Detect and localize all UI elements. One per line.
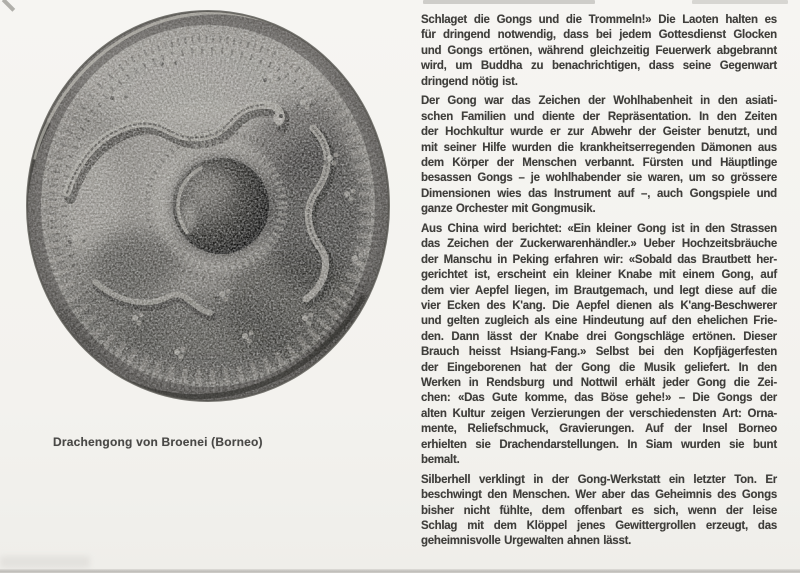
text-line: bisher nicht fühlte, dem offenbart es sich, wenn der leise xyxy=(421,504,777,517)
text-line: besassen Gongs – je wohlhabender sie waren, um so grössere xyxy=(421,172,777,185)
text-line: Silberhell verklingt in der Gong-Werkstatt ein letzter Ton. Er xyxy=(421,473,777,486)
text-line: für dringend notwendig, dass bei jedem Gottesdienst Glocken xyxy=(421,29,777,42)
text-line: gerichtet ist, erscheint ein kleiner Knabe mit einem Gong, auf xyxy=(421,269,777,282)
text-line: das Zeichen der Zuckerwarenhändler.» Ueber Hochzeitsbräuche xyxy=(421,238,777,251)
text-line: alten Kultur zeigen Verzierungen der verschiedensten Art: Orna- xyxy=(421,407,777,420)
figure-caption: Drachengong von Broenei (Borneo) xyxy=(53,435,263,449)
text-line: mente, Reliefschmuck, Gravierungen. Auf der Insel Borneo xyxy=(421,423,777,436)
text-line: wird, um Buddha zu benachrichtigen, dass seine Gegenwart xyxy=(421,60,777,73)
text-line: chen: «Das Gute komme, das Böse gehe!» – Die Gongs der xyxy=(421,392,777,405)
text-line: Dimensionen wies das Instrument auf –, auch Gongspiele und xyxy=(421,187,777,200)
text-line: schen Familien und diente der Repräsentation. In den Zeiten xyxy=(421,110,777,123)
text-line: Werken in Rendsburg und Nottwil erhält jeder Gong die Zei- xyxy=(421,376,777,389)
text-line: der Manschu in Peking erfahren wir: «Sobald das Brautbett her- xyxy=(421,253,777,266)
text-line: erhielten sie Drachendarstellungen. In Siam wurden sie bunt xyxy=(421,438,777,451)
text-line: Brauch heisst Hsiang-Fang.» Selbst bei den Kopfjägerfesten xyxy=(421,346,777,359)
paragraph xyxy=(421,473,777,550)
text-line: dem Körper der Menschen verbannt. Fürsten und Häuptlinge xyxy=(421,157,777,170)
text-line: Der Gong war das Zeichen der Wohlhabenheit in den asiati- xyxy=(421,95,777,108)
scan-smudge xyxy=(0,556,90,568)
text-line: dem vier Aepfel liegen, im Brautgemach, und legt diese auf die xyxy=(421,284,777,297)
text-line: bemalt. xyxy=(421,453,460,466)
scan-corner-mark xyxy=(2,0,15,12)
text-line: geheimnisvolle Urgewalten ahnen lässt. xyxy=(421,535,632,548)
paragraph xyxy=(421,13,777,90)
paragraph xyxy=(421,222,777,468)
text-line: Aus China wird berichtet: «Ein kleiner Gong ist in den Strassen xyxy=(421,223,777,236)
text-line: den. Dann lässt der Knabe drei Gongschläge ertönen. Dieser xyxy=(421,330,777,343)
text-line: der Eingeborenen hat der Gong die Musik geliefert. In den xyxy=(421,361,777,374)
text-line: mit seiner Hilfe wurden die krankheitserregenden Dämonen aus xyxy=(421,141,777,154)
paragraph xyxy=(421,94,777,217)
text-line: dringend nötig ist. xyxy=(421,75,518,88)
text-line: der Hochkultur wurde er zur Abwehr der Geister benutzt, und xyxy=(421,126,777,139)
gong-figure xyxy=(17,6,399,449)
text-line: Schlag mit dem Klöppel jenes Gewittergrollen erzeugt, das xyxy=(421,520,777,532)
page-bottom-edge xyxy=(0,569,800,573)
text-line: ganze Orchester mit Gongmusik. xyxy=(421,203,596,216)
text-line: und Gongs ertönen, während gleichzeitig Feuerwerk abgebrannt xyxy=(421,44,777,57)
text-line: und gelten zugleich als eine Hindeutung auf den ehelichen Frie- xyxy=(421,315,777,328)
text-line: vier Ecken des K'ang. Die Aepfel dienen als K'ang-Beschwerer xyxy=(421,300,777,313)
text-line: beschwingt den Menschen. Wer aber das Geheimnis des Gongs xyxy=(421,489,777,502)
article-text xyxy=(421,13,777,554)
text-line: Schlaget die Gongs und die Trommeln!» Die Laoten halten es xyxy=(421,14,777,26)
gong-photo xyxy=(17,6,399,404)
scan-smudge xyxy=(423,0,595,4)
scan-smudge xyxy=(692,0,788,4)
